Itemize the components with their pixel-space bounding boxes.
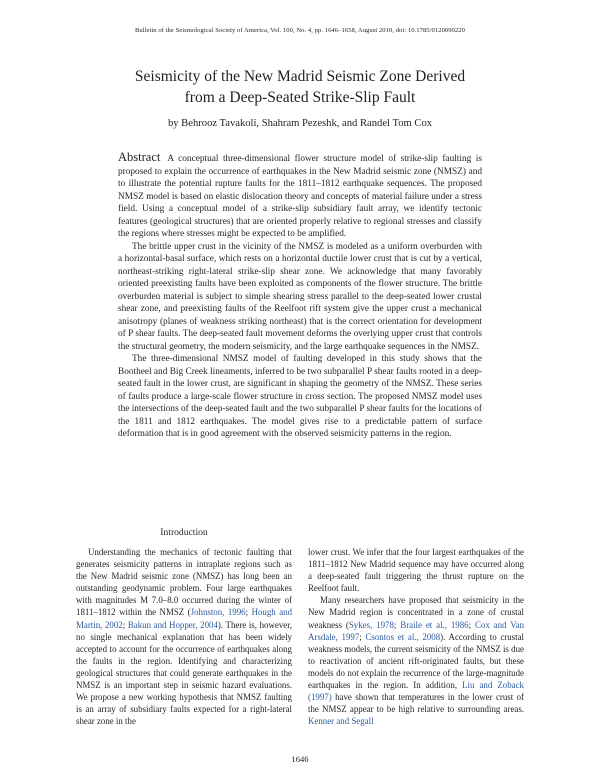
text-run: ; — [468, 619, 475, 630]
citation-link[interactable]: Csontos et al., 2008 — [365, 631, 441, 642]
citation-link[interactable]: Bakun and Hopper, 2004 — [127, 619, 218, 630]
title-line-1: Seismicity of the New Madrid Seismic Zone Derived — [134, 68, 466, 85]
text-run: Many researchers have proposed that seismicity in the New Madrid region is concentrated in a zone of crustal weakness ( — [308, 595, 524, 630]
citation-link[interactable]: Sykes, 1978 — [348, 619, 394, 630]
text-run: ; — [393, 619, 401, 630]
paper-title — [40, 66, 560, 108]
abstract-paragraph-3: The three-dimensional NMSZ model of faulting developed in this study shows that the Bootheel and Big Creek lineaments, inferred to be two subparallel P shear faults rooted in a deep-seated fault in the lower crust, are significant in shaping the geometry of the NMSZ. These series of faults produce a large-scale flower structure in cross section. The proposed NMSZ model uses the intersections of the deep-seated fault and the two subparallel P shear faults for the locations of the 1811 and 1812 earthquakes. The model gives rise to a predictable pattern of surface deformation that is in good agreement with the observed seismicity patterns in the region. — [118, 354, 482, 439]
citation-link[interactable]: Hough and Martin, 2002 — [76, 607, 293, 630]
text-run: ; — [359, 631, 366, 642]
citation-link[interactable]: Kenner and Segall — [308, 716, 374, 727]
citation-link[interactable]: Liu and Zoback (1997) — [308, 680, 524, 703]
text-run: Understanding the mechanics of tectonic faulting that generates seismicity patterns in intraplate regions such as the New Madrid seismic zone (NMSZ) has long been an outstanding geodynamic problem. Four large earthquakes with magnitudes M 7.0–8.0 occurred during the winter of 1811–1812 within the NMSZ ( — [76, 547, 292, 618]
text-run: ). According to crustal weakness models, the current seismicity of the NMSZ is due to reactivation of ancient rift-originated faults, but these models do not explain the recurrence of the large-magnitude earthquakes in the region. In addition, — [308, 631, 524, 691]
journal-citation-header: Bulletin of the Seismological Society of America, Vol. 100, No. 4, pp. 1646–1658, August 2010, doi: 10.1785/0120090220 — [134, 27, 465, 34]
text-run: ; — [245, 607, 252, 618]
title-line-2: from a Deep-Seated Strike-Slip Fault — [184, 89, 416, 106]
right-column — [308, 546, 524, 727]
left-column — [76, 546, 292, 727]
abstract-block — [118, 151, 482, 441]
citation-link[interactable]: Braile et al., 1986 — [400, 619, 469, 630]
text-run: ; — [122, 619, 128, 630]
author-list: by Behrooz Tavakoli, Shahram Pezeshk, and Randel Tom Cox — [167, 118, 433, 129]
abstract-label: Abstract — [118, 150, 161, 164]
intro-paragraph-1 — [76, 546, 292, 727]
citation-link[interactable]: Cox and Van Arsdale, 1997 — [308, 619, 525, 642]
intro-paragraph-continued: lower crust. We infer that the four largest earthquakes of the 1811–1812 New Madrid sequence may have occurred along a deep-seated fault triggering the thrust rupture on the Reelfoot fault. — [308, 547, 524, 594]
text-run: have shown that temperatures in the lower crust of the NMSZ appear to be high relative to surrounding areas. — [308, 692, 524, 715]
page-number: 1646 — [291, 754, 309, 764]
abstract-text-1: A conceptual three-dimensional flower structure model of strike-slip faulting is proposed to explain the occurrence of earthquakes in the New Madrid seismic zone (NMSZ) and to illustrate the potential rupture faults for the 1811–1812 earthquake sequences. The proposed NMSZ model is based on elastic dislocation theory and concepts of material failure under a stress field. Using a conceptual model of a strike-slip subsidiary fault array, we identify tectonic features (geological structures) that are oriented properly relative to regional stresses and classify the regions where stresses might be expected to be amplified. — [118, 154, 483, 239]
abstract-paragraph-2: The brittle upper crust in the vicinity of the NMSZ is modeled as a uniform overburden with a horizontal-basal surface, which rests on a horizontal ductile lower crust that is cut by a vertical, northeast-striking right-lateral strike-slip shear zone. We acknowledge that many favorably oriented preexisting faults have been exploited as components of the flower structure. The brittle overburden material is subject to simple shearing stress parallel to the deep-seated lower crustal shear zone, and preexisting faults of the Reelfoot rift system give the upper crust a mechanical anisotropy (planes of weakness striking northeast) that is the correct orientation for development of P shear faults. The deep-seated fault movement deforms the overlying upper crust that controls the structural geometry, the modern seismicity, and the large earthquake sequences in the NMSZ. — [118, 241, 482, 352]
citation-link[interactable]: Johnston, 1996 — [190, 607, 246, 618]
section-heading-introduction: Introduction — [160, 527, 208, 538]
abstract-paragraph-1 — [118, 151, 482, 241]
text-run: ). There is, however, no single mechanical explanation that has been widely accepted to account for the occurrence of earthquakes along the faults in the region. Identifying and characterizing geological structures that could generate earthquakes in the NMSZ is an important step in seismic hazard evaluations. We propose a new working hypothesis that NMSZ faulting is an array of subsidiary faults expected for a right-lateral shear zone in the — [76, 619, 293, 727]
intro-paragraph-2 — [308, 594, 524, 727]
